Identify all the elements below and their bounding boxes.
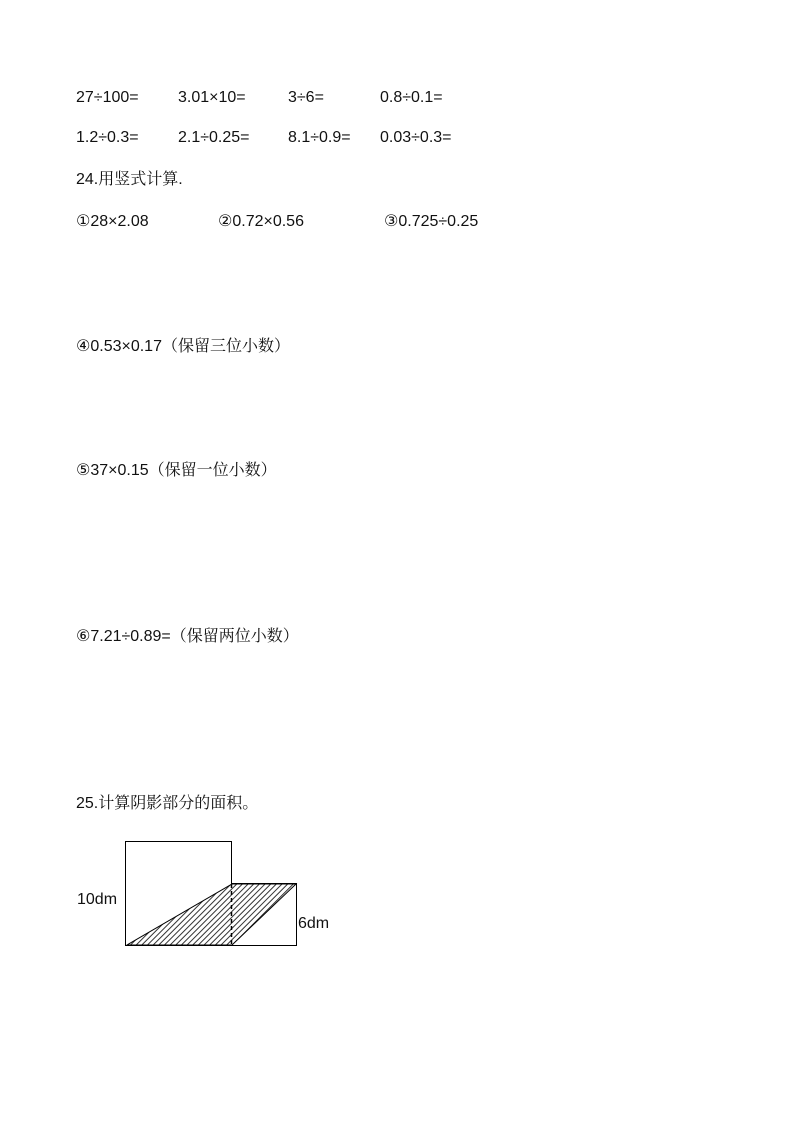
mental-math-2-1: 1.2÷0.3= <box>76 129 139 146</box>
label-6dm: 6dm <box>298 915 330 932</box>
mental-math-2-4: 0.03÷0.3= <box>380 129 452 146</box>
q24-item-5: ⑤37×0.15（保留一位小数） <box>76 462 277 479</box>
q24-item-6: ⑥7.21÷0.89=（保留两位小数） <box>76 628 299 645</box>
q25-heading: 25.计算阴影部分的面积。 <box>76 795 259 812</box>
q24-item-4: ④0.53×0.17（保留三位小数） <box>76 338 290 355</box>
shaded-parallelogram <box>127 884 296 945</box>
mental-math-2-2: 2.1÷0.25= <box>178 129 250 146</box>
q24-item-2: ②0.72×0.56 <box>218 213 304 230</box>
q24-heading: 24.用竖式计算. <box>76 171 183 188</box>
q24-item-3: ③0.725÷0.25 <box>384 213 479 230</box>
mental-math-1-1: 27÷100= <box>76 89 139 106</box>
mental-math-2-3: 8.1÷0.9= <box>288 129 351 146</box>
mental-math-1-4: 0.8÷0.1= <box>380 89 443 106</box>
label-10dm: 10dm <box>77 891 118 908</box>
q24-item-1: ①28×2.08 <box>76 213 149 230</box>
mental-math-1-3: 3÷6= <box>288 89 324 106</box>
mental-math-1-2: 3.01×10= <box>178 89 246 106</box>
